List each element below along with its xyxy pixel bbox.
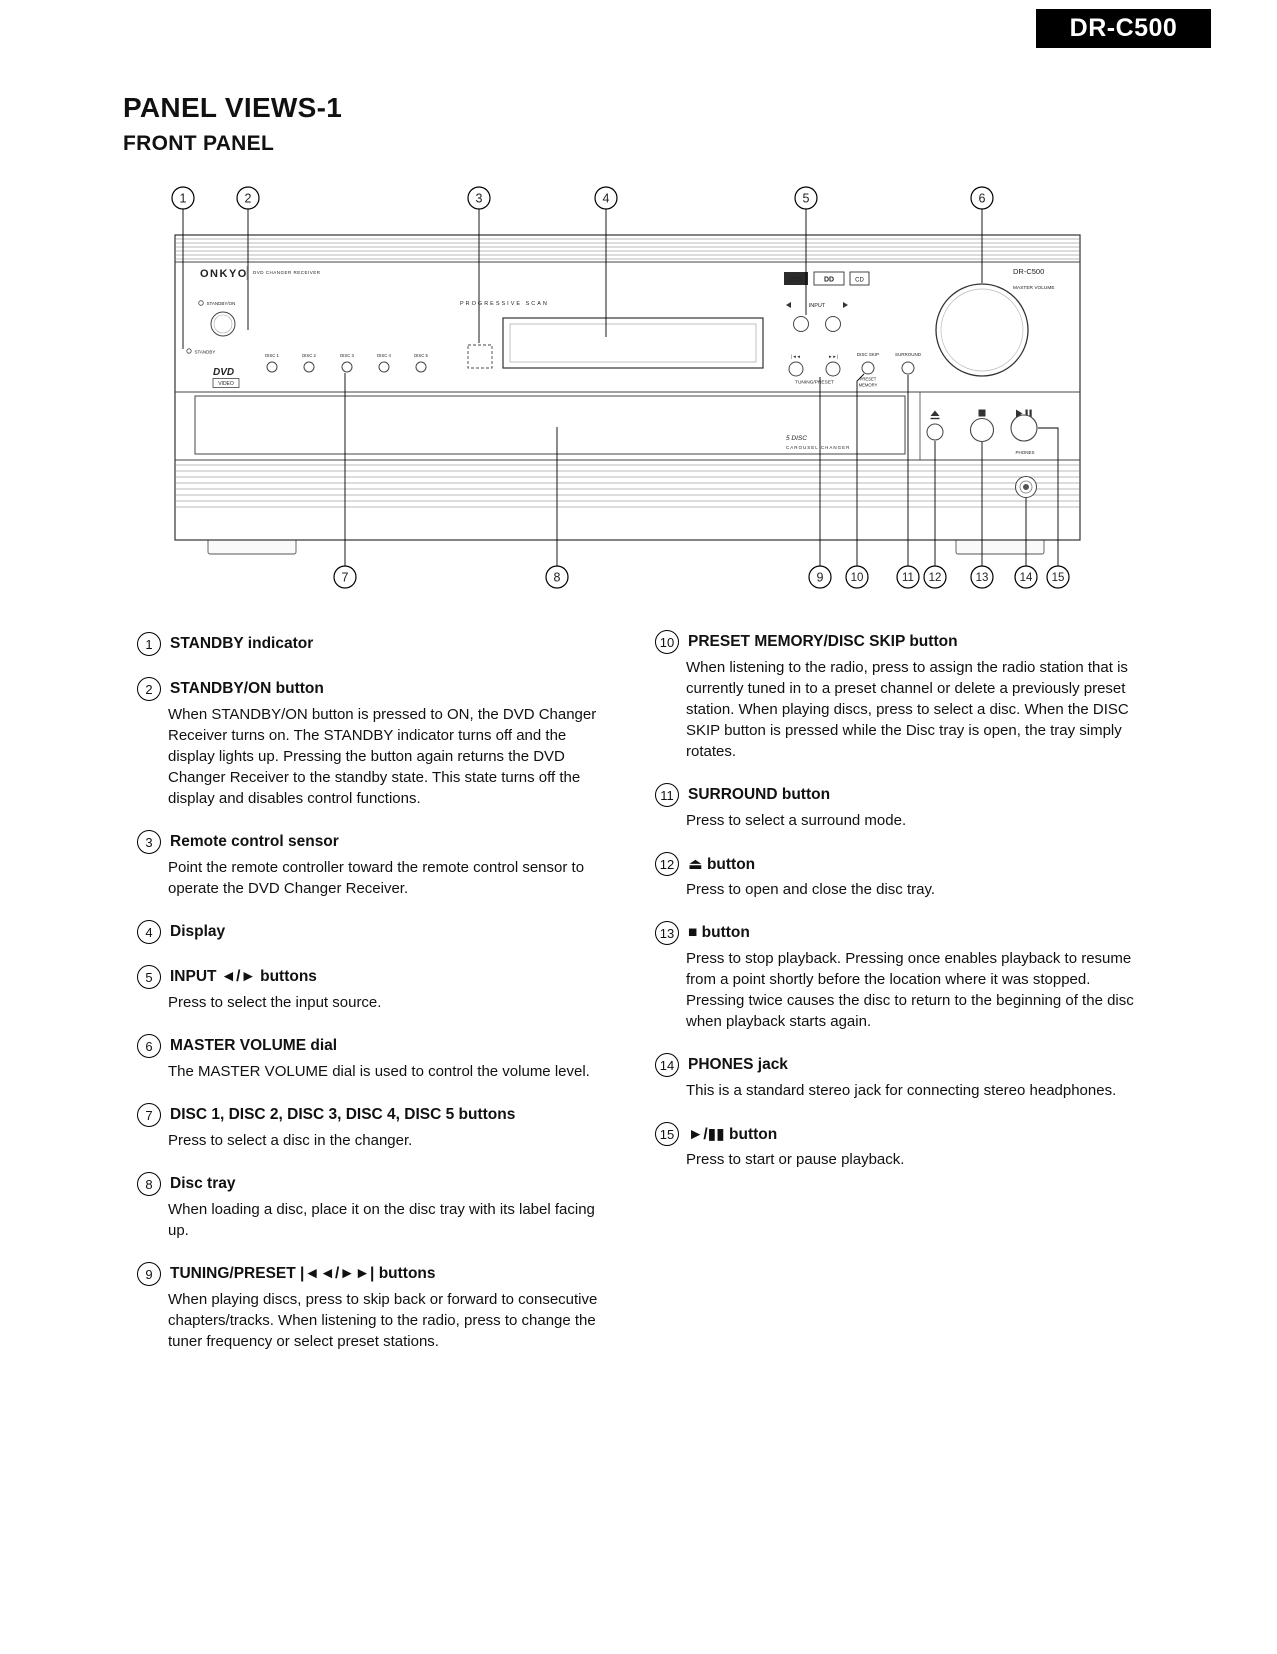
page-subtitle: FRONT PANEL <box>123 132 275 155</box>
display <box>503 318 763 368</box>
disc3-label: DISC 3 <box>340 353 354 358</box>
item-5 <box>137 965 617 1013</box>
item-12 <box>655 852 1135 900</box>
skip-forward-icon: ►►| <box>828 354 838 359</box>
svg-text:15: 15 <box>1051 572 1065 584</box>
item-number: 15 <box>655 1122 679 1146</box>
svg-text:10: 10 <box>850 572 864 584</box>
svg-text:DD: DD <box>823 276 835 284</box>
item-description: When listening to the radio, press to assign the radio station that is currently tuned in to a preset channel or delete a previously preset station. When playing discs, press to select a disc. When the DISC SKIP button is pressed while the Disc tray is open, the tray simply rotates. <box>686 659 1129 760</box>
item-title: MASTER VOLUME dial <box>170 1037 338 1054</box>
svg-text:14: 14 <box>1019 572 1033 584</box>
preset-label: PRESET <box>859 376 877 382</box>
dvd-video-label: VIDEO <box>218 381 234 388</box>
item-title: PHONES jack <box>688 1056 788 1073</box>
callout-9 <box>809 566 831 588</box>
item-title: ■ button <box>688 924 750 941</box>
front-panel-diagram <box>120 185 1140 595</box>
item-number: 12 <box>655 852 679 876</box>
item-number: 10 <box>655 630 679 654</box>
stop-button <box>971 419 994 442</box>
item-title: ⏏ button <box>688 855 756 873</box>
callout-14 <box>1015 566 1037 588</box>
svg-text:5: 5 <box>802 191 810 206</box>
item-description: Press to select a surround mode. <box>686 812 907 829</box>
disc-skip-label: DISC SKIP <box>856 352 880 357</box>
disc4-button <box>379 362 389 372</box>
item-title: STANDBY indicator <box>170 635 314 652</box>
item-13 <box>655 921 1135 1032</box>
disc2-label: DISC 2 <box>302 353 316 358</box>
item-15 <box>655 1122 1135 1170</box>
callout-15 <box>1047 566 1069 588</box>
disc-tray <box>195 392 920 460</box>
svg-text:12: 12 <box>928 572 942 584</box>
item-number: 2 <box>137 677 161 701</box>
standby-on-label: STANDBY/ON <box>206 301 236 306</box>
five-disc-label: 5 DISC <box>786 435 807 442</box>
item-title: Display <box>170 923 226 940</box>
input-label: INPUT <box>808 303 826 309</box>
svg-text:13: 13 <box>975 572 989 584</box>
callout-7 <box>334 566 356 588</box>
item-number: 5 <box>137 965 161 989</box>
panel-model-label: DR-C500 <box>1013 267 1045 276</box>
svg-text:1: 1 <box>179 191 187 206</box>
item-number: 6 <box>137 1034 161 1058</box>
disc5-label: DISC 5 <box>414 353 428 358</box>
item-number: 14 <box>655 1053 679 1077</box>
callout-1 <box>172 187 194 209</box>
item-description: When loading a disc, place it on the disc tray with its label facing up. <box>168 1201 595 1239</box>
svg-text:DTS: DTS <box>790 277 802 284</box>
svg-text:11: 11 <box>902 572 914 584</box>
item-9 <box>137 1262 617 1352</box>
disc4-label: DISC 4 <box>377 353 391 358</box>
item-description: Press to stop playback. Pressing once enables playback to resume from a point shortly before the location where it was stopped. Pressing twice causes the disc to return to the beginning of the disc when playback starts again. <box>686 950 1134 1030</box>
item-description: This is a standard stereo jack for connecting stereo headphones. <box>686 1082 1117 1099</box>
input-right-button <box>826 317 841 332</box>
surround-button <box>902 362 914 374</box>
item-number: 8 <box>137 1172 161 1196</box>
item-4 <box>137 920 617 944</box>
callout-3 <box>468 187 490 209</box>
item-description: Press to open and close the disc tray. <box>686 881 936 898</box>
item-title: ►/▮▮ button <box>688 1125 778 1143</box>
disc1-button <box>267 362 277 372</box>
description-column-right <box>655 630 1135 1191</box>
item-number: 3 <box>137 830 161 854</box>
callout-12 <box>924 566 946 588</box>
dvd-logo: DVD <box>213 367 235 378</box>
disc5-button <box>416 362 426 372</box>
skip-back-button <box>789 362 803 376</box>
svg-text:2: 2 <box>244 191 252 206</box>
item-number: 7 <box>137 1103 161 1127</box>
carousel-changer-label: CAROUSEL CHANGER <box>786 445 851 450</box>
item-10 <box>655 630 1135 762</box>
svg-text:3: 3 <box>475 191 483 206</box>
item-number: 11 <box>655 783 679 807</box>
tuning-preset-label: TUNING/PRESET <box>795 380 834 386</box>
play-pause-button <box>1011 415 1037 441</box>
item-number: 4 <box>137 920 161 944</box>
item-description: Press to start or pause playback. <box>686 1151 905 1168</box>
memory-label: MEMORY <box>858 382 878 388</box>
master-volume-dial <box>936 284 1028 376</box>
svg-text:CD: CD <box>855 277 864 284</box>
item-title: SURROUND button <box>688 786 831 803</box>
svg-text:7: 7 <box>341 570 349 585</box>
item-1 <box>137 632 617 656</box>
callout-2 <box>237 187 259 209</box>
item-description: Point the remote controller toward the remote control sensor to operate the DVD Changer Receiver. <box>168 859 585 897</box>
item-title: Remote control sensor <box>170 833 339 850</box>
eject-button <box>927 424 943 440</box>
item-6 <box>137 1034 617 1082</box>
item-number: 1 <box>137 632 161 656</box>
skip-forward-button <box>826 362 840 376</box>
item-title: INPUT ◄/► buttons <box>170 968 317 985</box>
item-number: 13 <box>655 921 679 945</box>
product-type-label: DVD CHANGER RECEIVER <box>253 270 321 275</box>
item-description: When STANDBY/ON button is pressed to ON, the DVD Changer Receiver turns on. The STANDBY indicator turns off and the display lights up. Pressing the button again returns the DVD Changer Receiver to the standby state. This state turns off the display and disables control functions. <box>168 706 597 807</box>
model-number-box: DR-C500 <box>1036 9 1211 48</box>
item-title: TUNING/PRESET |◄◄/►►| buttons <box>170 1265 436 1282</box>
callout-4 <box>595 187 617 209</box>
skip-back-icon: |◄◄ <box>791 354 801 359</box>
disc1-label: DISC 1 <box>265 353 279 358</box>
item-14 <box>655 1053 1135 1101</box>
surround-label: SURROUND <box>894 352 922 357</box>
master-volume-label: MASTER VOLUME <box>1013 286 1055 291</box>
item-description: When playing discs, press to skip back or forward to consecutive chapters/tracks. When listening to the radio, press to change the tuner frequency or select preset stations. <box>168 1291 598 1350</box>
item-title: Disc tray <box>170 1175 236 1192</box>
svg-text:6: 6 <box>978 191 986 206</box>
item-7 <box>137 1103 617 1151</box>
progressive-scan-label: PROGRESSIVE SCAN <box>460 301 549 307</box>
callout-6 <box>971 187 993 209</box>
item-11 <box>655 783 1135 831</box>
item-title: STANDBY/ON button <box>170 680 324 697</box>
chassis <box>175 235 1080 540</box>
callout-10 <box>846 566 868 588</box>
description-column-left <box>137 632 617 1373</box>
standby-label: STANDBY <box>194 349 216 355</box>
item-8 <box>137 1172 617 1241</box>
item-title: PRESET MEMORY/DISC SKIP button <box>688 633 958 650</box>
svg-text:4: 4 <box>602 191 610 206</box>
callout-11 <box>897 566 919 588</box>
callout-8 <box>546 566 568 588</box>
svg-text:8: 8 <box>553 570 561 585</box>
item-description: The MASTER VOLUME dial is used to control the volume level. <box>168 1063 590 1080</box>
callout-13 <box>971 566 993 588</box>
input-left-button <box>794 317 809 332</box>
svg-text:9: 9 <box>816 570 824 585</box>
page-title: PANEL VIEWS-1 <box>123 92 343 123</box>
item-number: 9 <box>137 1262 161 1286</box>
disc-skip-button <box>862 362 874 374</box>
item-title: DISC 1, DISC 2, DISC 3, DISC 4, DISC 5 buttons <box>170 1106 516 1123</box>
brand-logo: ONKYO <box>200 268 248 280</box>
stop-icon <box>979 410 986 417</box>
item-description: Press to select a disc in the changer. <box>168 1132 413 1149</box>
disc2-button <box>304 362 314 372</box>
phones-label: PHONES <box>1015 450 1035 455</box>
item-3 <box>137 830 617 899</box>
disc3-button <box>342 362 352 372</box>
callout-5 <box>795 187 817 209</box>
item-2 <box>137 677 617 809</box>
item-description: Press to select the input source. <box>168 994 382 1011</box>
standby-on-button <box>211 312 235 336</box>
